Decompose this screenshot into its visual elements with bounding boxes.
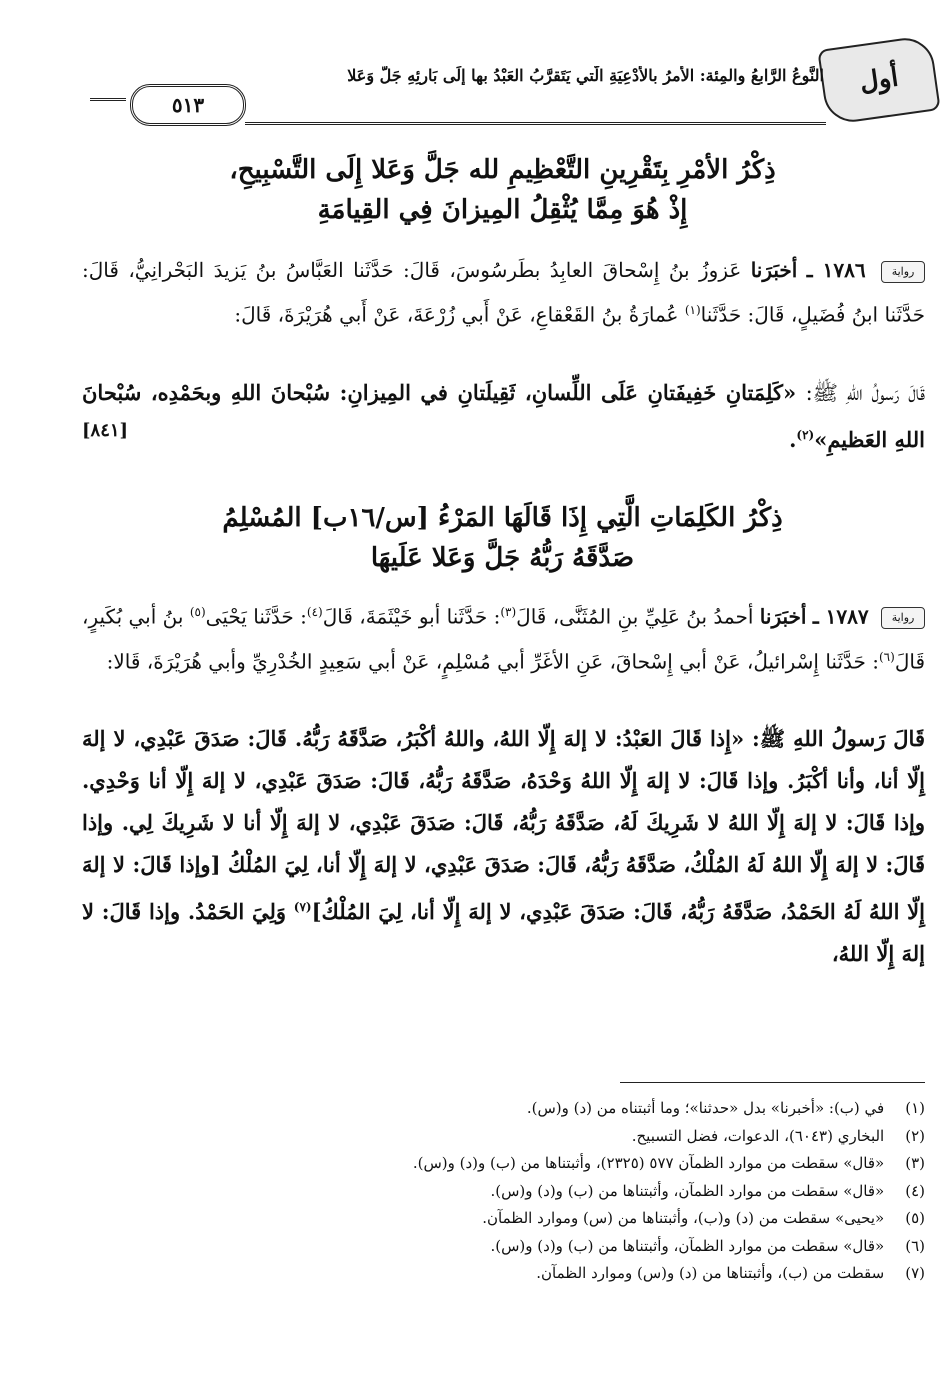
hadith-1786-isnad bbox=[82, 250, 925, 335]
matn-text: قَالَ رَسولُ اللهِ ﷺ: «إِذا قَالَ العَبْدُ: لا إلهَ إِلّا اللهُ، واللهُ أكْبَرُ، صَدَّقَهُ رَبُّهُ. قَالَ: صَدَقَ عَبْدِي، لا إلهَ إِلّا أنا، وأنا أكْبَرُ. وإذا قَالَ: لا إلهَ إِلّا اللهُ وَحْدَهُ، صَدَّقَهُ رَبُّهُ، قَالَ: صَدَقَ عَبْدِي، لا إلهَ إِلّا أنا وَحْدِي. وإذا قَالَ: لا إلهَ إِلّا اللهُ لا شَرِيكَ لَهُ، صَدَّقَهُ رَبُّهُ، قَالَ: صَدَقَ عَبْدِي، لا إلهَ إِلّا أنا لا شَرِيكَ لِي. وإذا قَالَ: لا إلهَ إِلّا اللهُ لَهُ المُلْكُ، صَدَّقَهُ رَبُّهُ، قَالَ: صَدَقَ عَبْدِي، لا إلهَ إِلّا أنا، لِيَ المُلْكُ [وإذا قَالَ: لا إلهَ إِلّا اللهُ لَهُ الحَمْدُ، صَدَّقَهُ رَبُّهُ، قَالَ: صَدَقَ عَبْدِي، لا إلهَ إِلّا أنا، لِيَ المُلْكُ] bbox=[82, 726, 925, 924]
footnote-text: البخاري (٦٠٤٣)، الدعوات، فضل التسبيح. bbox=[631, 1126, 885, 1145]
footnote-text: «يحيى» سقطت من (د) و(ب)، وأثبتناها من (س) وموارد الظمآن. bbox=[482, 1209, 885, 1227]
hadith-number: ١٧٨٦ ـ bbox=[806, 258, 866, 282]
isnad-text: عُمارَةُ بنُ القَعْقاعِ، عَنْ أَبي زُرْعَةَ، عَنْ أَبي هُرَيْرَةَ، قَالَ: bbox=[234, 302, 679, 327]
footnote-number: (٤) bbox=[905, 1181, 925, 1200]
footnote-4 bbox=[82, 1178, 925, 1206]
footnote-separator bbox=[620, 1082, 925, 1083]
footnotes bbox=[82, 1095, 925, 1288]
reference-code: [٨٤١] bbox=[82, 420, 129, 441]
footnote-number: (٢) bbox=[905, 1126, 925, 1145]
header-rule-left bbox=[90, 98, 126, 101]
header-rule-right bbox=[245, 122, 826, 125]
footnote-ref: (٢) bbox=[796, 428, 815, 442]
page-number: ٥١٣ bbox=[130, 84, 246, 126]
matn-text: «كَلِمَتانِ خَفِيفَتانِ عَلَى اللِّسانِ، ثَقِيلَتانِ في المِيزانِ: سُبْحانَ اللهِ وبحَمْدِه، سُبْحانَ اللهِ العَظيمِ» bbox=[82, 380, 925, 452]
footnote-number: (١) bbox=[905, 1099, 925, 1117]
footnote-text: في (ب): «أخبرنا» بدل «حدثنا»؛ وما أثبتناه من (د) و(س). bbox=[526, 1099, 885, 1117]
footnote-text: «قال» سقطت من موارد الظمآن، وأثبتناها من (ب) و(د) و(س). bbox=[490, 1181, 885, 1200]
isnad-text: : حَدَّثَنا يَحْيَى bbox=[205, 604, 307, 629]
footnote-2 bbox=[82, 1123, 925, 1151]
footnote-text: «قال» سقطت من موارد الظمآن ٥٧٧ (٢٣٢٥)، وأثبتناها من (ب) و(د) و(س). bbox=[412, 1154, 885, 1172]
footnote-number: (٦) bbox=[905, 1236, 925, 1255]
matn-text: وَلِيَ الحَمْدُ. وإذا قَالَ: لا إلهَ إِلّا اللهُ، bbox=[82, 899, 925, 966]
page-header bbox=[90, 42, 936, 122]
footnote-text: «قال» سقطت من موارد الظمآن، وأثبتناها من (ب) و(د) و(س). bbox=[490, 1236, 885, 1255]
footnote-ref: (٥) bbox=[189, 605, 206, 619]
isnad-text: عَزوزُ بنُ إِسْحاقَ العابِدُ بطَرسُوسَ، قَالَ: حَدَّثَنا العَبَّاسُ بنُ يَزيدَ البَحْرانِيُّ، قَالَ: حَدَّثَنا ابنُ فُضَيلٍ، قَالَ: حَدَّثَنا bbox=[82, 258, 925, 327]
footnote-1 bbox=[82, 1095, 925, 1123]
footnote-text: سقطت من (ب)، وأثبتناها من (د) و(س) وموارد الظمآن. bbox=[536, 1264, 885, 1282]
isnad-text: بنُ أبي بُكَيرٍ، قَالَ bbox=[82, 604, 925, 674]
footnote-6 bbox=[82, 1233, 925, 1261]
footnote-number: (٥) bbox=[905, 1209, 925, 1227]
akhbarana-word: أخبَرَنا bbox=[759, 604, 807, 629]
footnote-number: (٣) bbox=[905, 1154, 925, 1172]
isnad-text: : حَدَّثَنا إِسْرائيلُ، عَنْ أبي إِسْحاقَ، عَنِ الأغَرِّ أبي مُسْلِمٍ، عَنْ أبي سَعِيدٍ الخُدْرِيِّ وأبي هُرَيْرَةَ، قَالا: bbox=[106, 649, 879, 674]
section-heading-1 bbox=[80, 150, 925, 230]
section-heading-2-line2: صَدَّقَهُ رَبُّهُ جَلَّ وَعَلا عَلَيهَا bbox=[370, 543, 635, 573]
footnote-ref: (١) bbox=[684, 303, 701, 317]
section-heading-1-line1: ذِكْرُ الأمْرِ بِتَقْرِينِ التَّعْظِيمِ لله جَلَّ وَعَلا إِلَى التَّسْبِيحِ، bbox=[229, 155, 776, 185]
matn-intro: قَالَ رَسولُ اللهِ ﷺ: bbox=[805, 381, 926, 405]
section-heading-2 bbox=[80, 498, 925, 578]
isnad-text: أحمدُ بنُ عَلِيِّ بنِ المُثَنَّى، قَالَ bbox=[516, 604, 754, 629]
footnote-ref: (٣) bbox=[500, 605, 517, 619]
narration-icon: رواية bbox=[881, 607, 925, 629]
hadith-1787-isnad bbox=[82, 592, 925, 681]
hadith-1787-matn bbox=[82, 718, 925, 975]
footnote-7 bbox=[82, 1260, 925, 1288]
footnote-ref: (٦) bbox=[878, 649, 895, 664]
akhbarana-word: أخبَرَنا bbox=[750, 258, 798, 282]
hadith-1786-matn: قَالَ رَسولُ اللهِ ﷺ: «كَلِمَتانِ خَفِيفَتانِ عَلَى اللِّسانِ، ثَقِيلَتانِ في المِيزانِ: سُبْحانَ اللهِ وبحَمْدِه، سُبْحانَ اللهِ العَظيمِ»$^{(٢)}$. bbox=[82, 380, 926, 452]
running-title: النَّوعُ الرَّابعُ والمِئة: الأمرُ بالأدْعِيَةِ الَّتي يَتَقرَّبُ العَبْدُ بها إلَى بَارِئِهِ جَلَّ وَعَلا bbox=[347, 66, 824, 85]
section-heading-2-line1: ذِكْرُ الكَلِمَاتِ الَّتِي إِذَا قَالَهَا المَرْءُ [س/١٦ب] المُسْلِمُ bbox=[222, 503, 783, 533]
footnote-3 bbox=[82, 1150, 925, 1178]
narration-icon: رواية bbox=[881, 261, 925, 283]
footnote-ref: (٤) bbox=[306, 605, 323, 619]
footnote-5 bbox=[82, 1205, 925, 1233]
footnote-ref: (٧) bbox=[293, 900, 312, 914]
chapter-badge-label: أول bbox=[857, 62, 901, 98]
isnad-text: : حَدَّثَنا أبو خَيْثَمَةَ، قَالَ bbox=[322, 604, 501, 629]
footnote-number: (٧) bbox=[905, 1264, 925, 1282]
section-heading-1-line2: إِذْ هُوَ مِمَّا يُثْقِلُ المِيزانَ فِي القِيامَةِ bbox=[317, 195, 688, 225]
chapter-badge bbox=[817, 34, 940, 125]
hadith-number: ١٧٨٧ ـ bbox=[812, 604, 869, 629]
